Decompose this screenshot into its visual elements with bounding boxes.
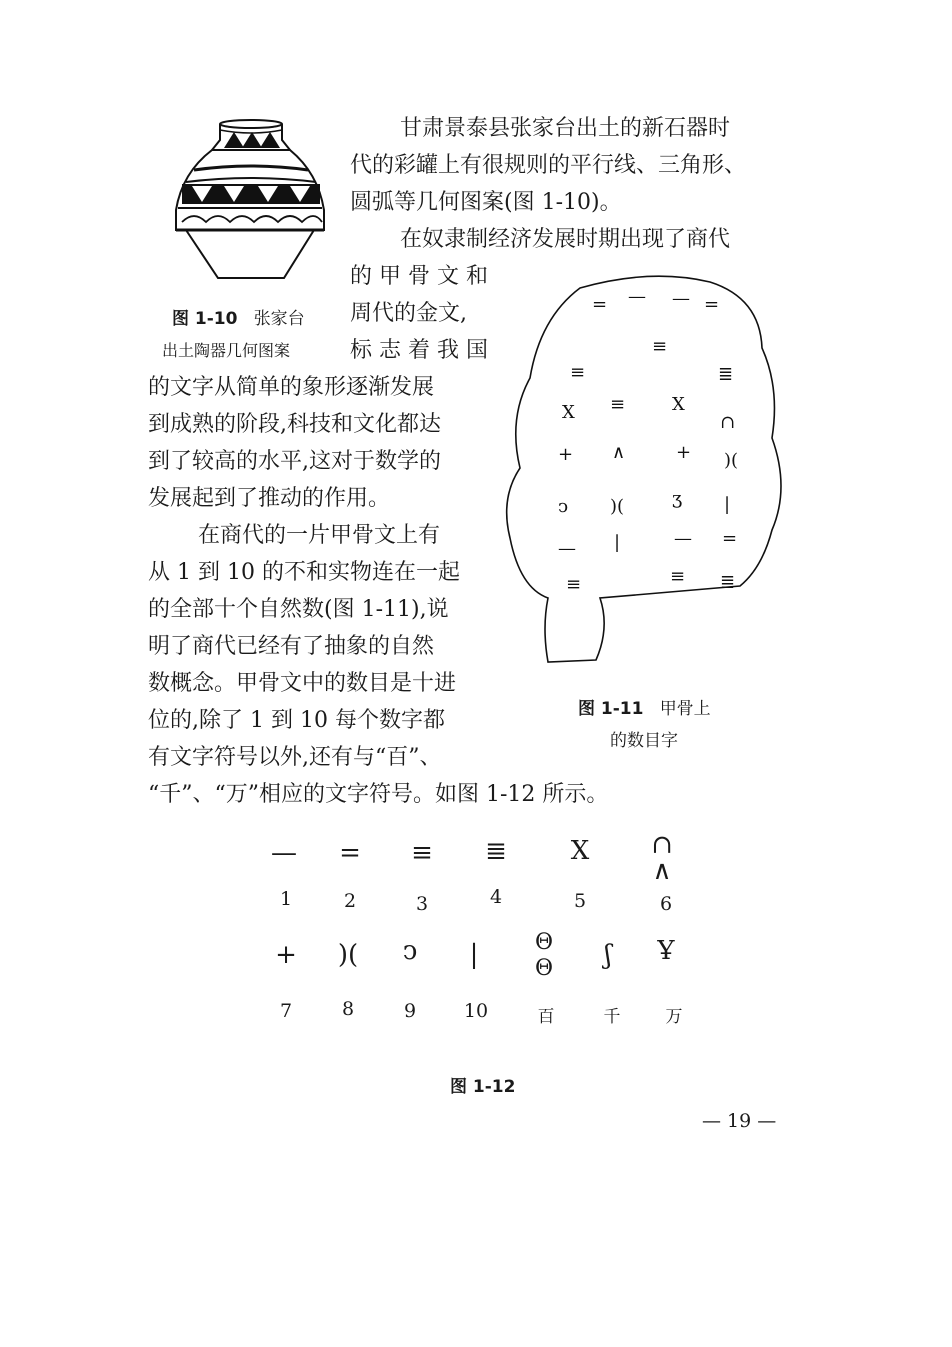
svg-text:≡: ≡ bbox=[610, 394, 626, 415]
svg-text:∧: ∧ bbox=[612, 442, 626, 463]
oracle-numeral-7: + bbox=[275, 940, 297, 970]
paragraph2-line2: 的 甲 骨 文 和 bbox=[350, 264, 488, 289]
number-label: 千 bbox=[603, 1007, 621, 1027]
number-label: 百 bbox=[537, 1007, 555, 1027]
paragraph1-line3: 圆弧等几何图案(图 1-10)。 bbox=[350, 190, 622, 215]
svg-text:≡: ≡ bbox=[566, 574, 582, 595]
number-label: 7 bbox=[279, 1000, 293, 1022]
paragraph1-line2: 代的彩罐上有很规则的平行线、三角形、 bbox=[350, 153, 747, 178]
fig1-11-caption2: 的数目字 bbox=[610, 731, 678, 751]
oracle-numeral-3: ≡ bbox=[411, 838, 433, 868]
paragraph3-line7: 有文字符号以外,还有与“百”、 bbox=[148, 745, 442, 770]
svg-text:≡: ≡ bbox=[670, 566, 686, 587]
svg-text:+: + bbox=[676, 442, 692, 463]
oracle-numeral-8: )( bbox=[337, 940, 359, 970]
number-label: 1 bbox=[279, 888, 293, 910]
paragraph2-line8: 发展起到了推动的作用。 bbox=[148, 486, 391, 511]
svg-text:|: | bbox=[724, 494, 731, 515]
number-label: 3 bbox=[415, 893, 429, 915]
fig1-11-caption1: 甲骨上 bbox=[659, 699, 711, 719]
fig1-10-caption1: 张家台 bbox=[253, 309, 305, 329]
paragraph3-line6: 位的,除了 1 到 10 每个数字都 bbox=[148, 708, 445, 733]
svg-text:≣: ≣ bbox=[718, 364, 734, 385]
paragraph3-line1: 在商代的一片甲骨文上有 bbox=[198, 523, 441, 548]
oracle-bone-figure bbox=[500, 268, 800, 668]
oracle-numeral-5: Ⅹ bbox=[570, 836, 590, 866]
paragraph3-line2: 从 1 到 10 的不和实物连在一起 bbox=[148, 560, 460, 585]
number-label: 2 bbox=[343, 890, 357, 912]
paragraph3-line4: 明了商代已经有了抽象的自然 bbox=[148, 634, 435, 659]
fig1-10-caption-line1 bbox=[172, 308, 305, 330]
svg-text:Ⅹ: Ⅹ bbox=[562, 402, 575, 423]
svg-text:—: — bbox=[674, 528, 692, 549]
fig1-11-label: 图 1-11 bbox=[578, 699, 644, 719]
oracle-numeral-10: | bbox=[469, 940, 479, 970]
number-label: 8 bbox=[341, 998, 355, 1020]
paragraph2-line1: 在奴隶制经济发展时期出现了商代 bbox=[400, 227, 731, 252]
svg-text:—: — bbox=[628, 286, 646, 307]
svg-text:≡: ≡ bbox=[652, 336, 668, 357]
paragraph2-line6: 到成熟的阶段,科技和文化都达 bbox=[148, 412, 441, 437]
svg-text:)(: )( bbox=[724, 450, 739, 471]
svg-text:ↄ: ↄ bbox=[558, 496, 569, 517]
svg-text:—: — bbox=[672, 288, 690, 309]
svg-text:=: = bbox=[592, 294, 608, 315]
svg-text:+: + bbox=[558, 444, 574, 465]
oracle-numeral-6: ∩ ∧ bbox=[651, 830, 673, 886]
page-number: — 19 — bbox=[702, 1110, 777, 1132]
svg-text:=: = bbox=[722, 528, 738, 549]
oracle-numeral-thousand: ʃ bbox=[604, 940, 612, 970]
number-label: 4 bbox=[489, 886, 503, 908]
painted-jar-figure bbox=[172, 118, 332, 288]
fig1-11-caption-line1 bbox=[578, 698, 711, 720]
svg-text:≣: ≣ bbox=[720, 572, 736, 593]
oracle-numeral-9: ↄ bbox=[402, 936, 418, 966]
paragraph3-line5: 数概念。甲骨文中的数目是十进 bbox=[148, 671, 457, 696]
paragraph3-line3: 的全部十个自然数(图 1-11),说 bbox=[148, 597, 449, 622]
oracle-numeral-2: = bbox=[339, 838, 361, 868]
paragraph2-line3: 周代的金文, bbox=[350, 301, 467, 326]
svg-text:|: | bbox=[614, 532, 621, 553]
number-label: 万 bbox=[665, 1007, 683, 1027]
oracle-numeral-4: ≣ bbox=[485, 836, 507, 866]
svg-text:∩: ∩ bbox=[720, 412, 736, 433]
oracle-numeral-hundred: Θ Θ bbox=[534, 930, 554, 981]
oracle-numeral-1: — bbox=[271, 838, 297, 868]
oracle-numeral-ten-thousand: Ұ bbox=[657, 936, 675, 966]
paragraph2-line7: 到了较高的水平,这对于数学的 bbox=[148, 449, 441, 474]
number-label: 9 bbox=[403, 1000, 417, 1022]
svg-text:≡: ≡ bbox=[570, 362, 586, 383]
number-label: 5 bbox=[573, 890, 587, 912]
svg-text:=: = bbox=[704, 294, 720, 315]
paragraph1-line1: 甘肃景泰县张家台出土的新石器时 bbox=[400, 116, 731, 141]
svg-text:Ⅹ: Ⅹ bbox=[672, 394, 685, 415]
svg-text:)(: )( bbox=[610, 496, 625, 517]
fig1-12-label: 图 1-12 bbox=[450, 1077, 516, 1097]
svg-text:ʒ: ʒ bbox=[672, 488, 683, 509]
svg-text:—: — bbox=[558, 538, 576, 559]
fig1-10-caption2: 出土陶器几何图案 bbox=[162, 341, 291, 360]
number-label: 10 bbox=[463, 1000, 489, 1022]
paragraph2-line4: 标 志 着 我 国 bbox=[350, 338, 488, 363]
paragraph3-line8: “千”、“万”相应的文字符号。如图 1-12 所示。 bbox=[148, 782, 609, 807]
paragraph2-line5: 的文字从简单的象形逐渐发展 bbox=[148, 375, 435, 400]
number-label: 6 bbox=[659, 893, 673, 915]
fig1-10-label: 图 1-10 bbox=[172, 309, 238, 329]
